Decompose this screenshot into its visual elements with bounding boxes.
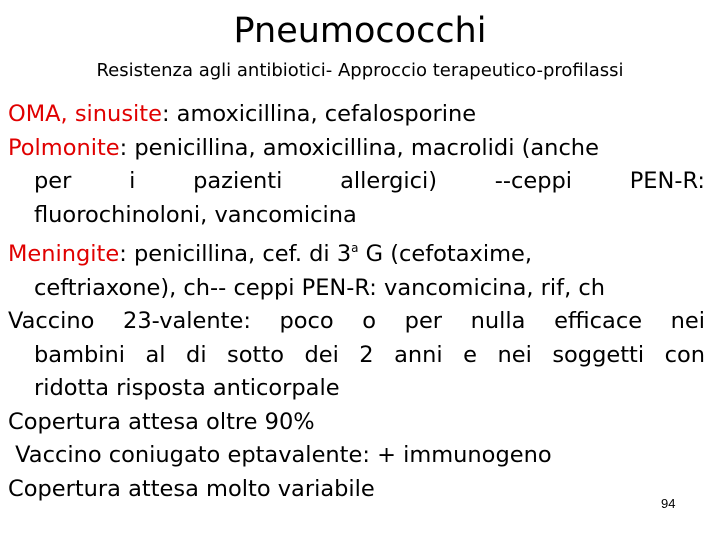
meningite-text-1b: G (cefotaxime, <box>358 241 533 267</box>
vaccino23-line-1: Vaccino 23-valente: poco o per nulla efficace nei <box>8 308 705 334</box>
copertura-line-2: Copertura attesa molto variabile <box>8 475 375 502</box>
vaccino23-line-3: ridotta risposta anticorpale <box>34 375 340 401</box>
meningite-line-1 <box>8 232 705 272</box>
polmonite-text-1: : penicillina, amoxicillina, macrolidi (anche <box>119 134 599 161</box>
oma-text: : amoxicillina, cefalosporine <box>161 101 477 127</box>
polmonite-label: Polmonite <box>8 134 120 161</box>
meningite-superscript: a <box>351 241 359 255</box>
oma-line <box>8 98 705 132</box>
meningite-line-2: ceftriaxone), ch-- ceppi PEN-R: vancomicina, rif, ch <box>34 274 606 301</box>
copertura-line-1: Copertura attesa oltre 90% <box>8 408 315 435</box>
slide-body <box>8 98 705 506</box>
page-number: 94 <box>661 496 676 511</box>
meningite-label: Meningite <box>8 241 120 267</box>
polmonite-line-2: per i pazienti allergici) --ceppi PEN-R: <box>34 168 705 194</box>
meningite-text-1: : penicillina, cef. di 3 <box>119 241 352 267</box>
slide-subtitle: Resistenza agli antibiotici- Approccio terapeutico-profilassi <box>96 60 624 81</box>
vaccino-eptavalente-line: Vaccino coniugato eptavalente: + immunogeno <box>8 442 552 468</box>
polmonite-line-3: fluorochinoloni, vancomicina <box>34 201 357 228</box>
vaccino23-line-2: bambini al di sotto dei 2 anni e nei soggetti con <box>34 341 705 368</box>
polmonite-line-1 <box>8 132 705 166</box>
oma-label: OMA, sinusite <box>8 101 162 127</box>
slide-title: Pneumococchi <box>233 11 487 51</box>
